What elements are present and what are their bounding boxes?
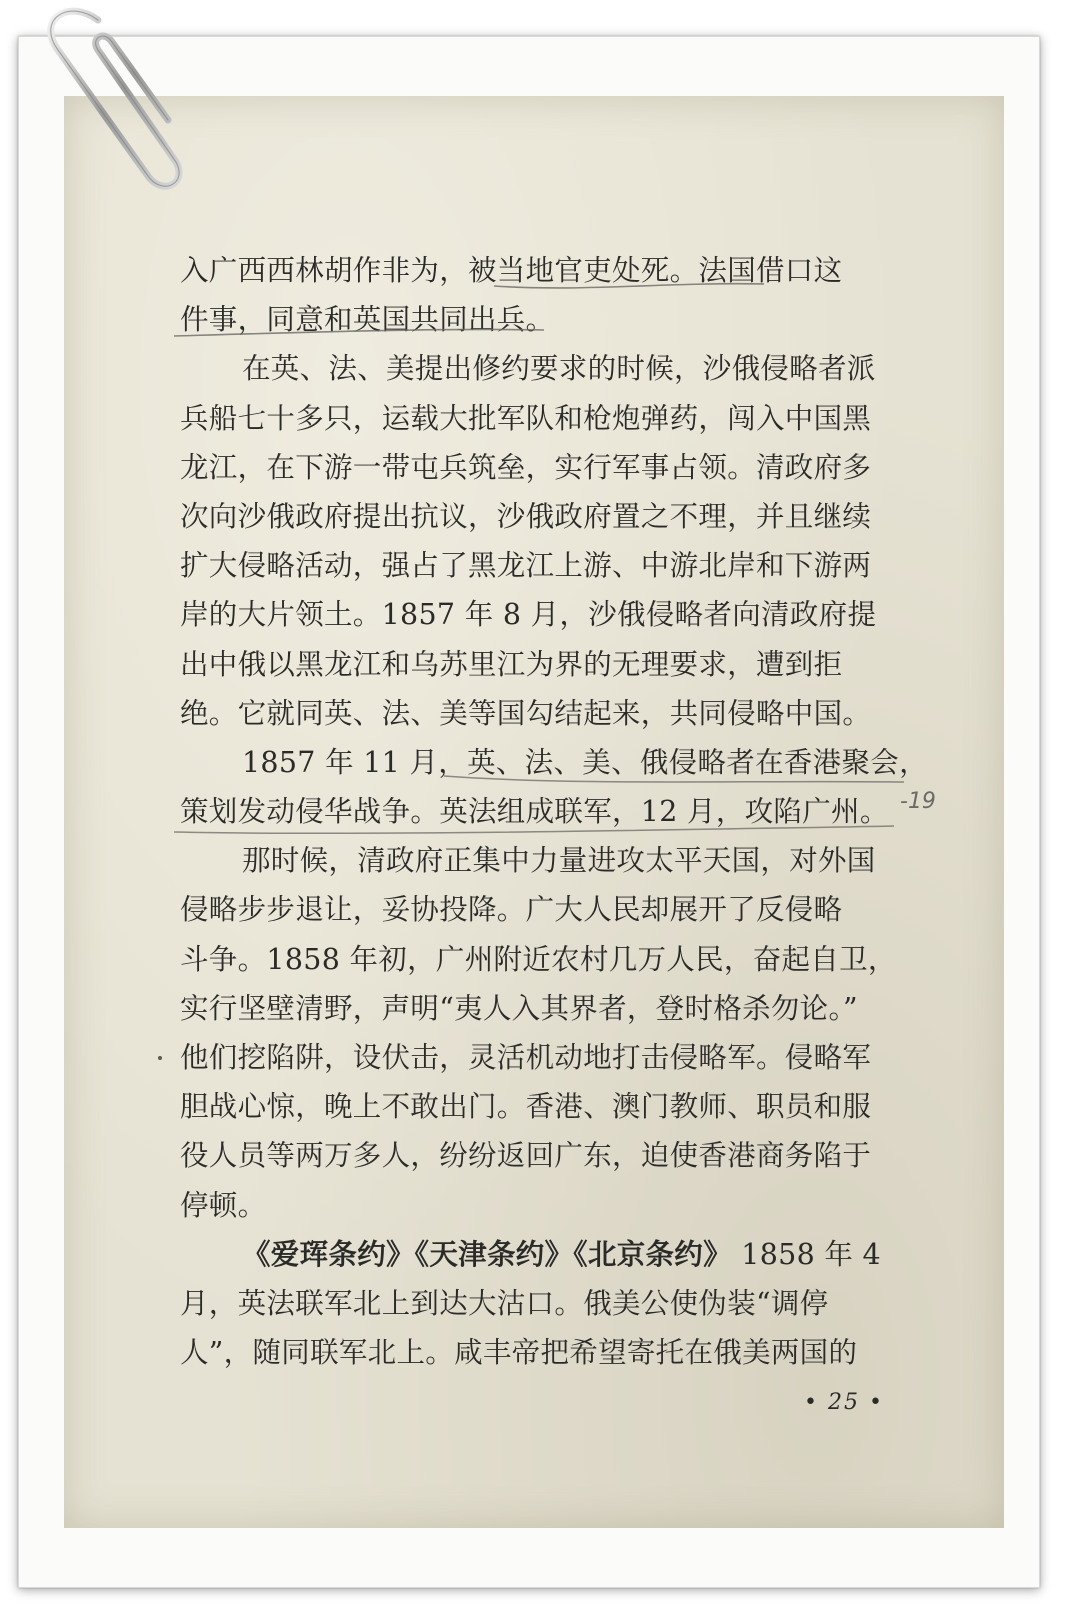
text-line: 件事，同意和英国共同出兵。 bbox=[180, 303, 555, 337]
text-line: 次向沙俄政府提出抗议，沙俄政府置之不理，并且继续 bbox=[180, 499, 872, 533]
text-line: 1857 年 11 月，英、法、美、俄侵略者在香港聚会， bbox=[242, 745, 928, 779]
pencil-dot bbox=[158, 1056, 162, 1060]
section-heading: 《爱珲条约》《天津条约》《北京条约》 bbox=[242, 1236, 732, 1271]
text-line: 岸的大片领土。1857 年 8 月，沙俄侵略者向清政府提 bbox=[180, 598, 877, 632]
text-line: 胆战心惊，晚上不敢出门。香港、澳门教师、职员和服 bbox=[180, 1090, 872, 1124]
text-line: 入广西西林胡作非为，被当地官吏处死。法国借口这 bbox=[180, 254, 843, 287]
text-line: 停顿。 bbox=[180, 1188, 267, 1222]
text-line: 兵船七十多只，运载大批军队和枪炮弹药，闯入中国黑 bbox=[180, 401, 872, 435]
text-line: 役人员等两万多人，纷纷返回广东，迫使香港商务陷于 bbox=[180, 1139, 872, 1173]
text-line: 侵略步步退让，妥协投降。广大人民却展开了反侵略 bbox=[180, 893, 843, 927]
text-line: 在英、法、美提出修约要求的时候，沙俄侵略者派 bbox=[242, 352, 876, 386]
text-line: 斗争。1858 年初，广州附近农村几万人民，奋起自卫， bbox=[180, 942, 897, 976]
text-line-rest: 1858 年 4 bbox=[731, 1237, 881, 1271]
section-heading-line bbox=[180, 1230, 910, 1279]
text-line: 龙江，在下游一带屯兵筑垒，实行军事占领。清政府多 bbox=[180, 450, 872, 484]
margin-note: -19 bbox=[900, 789, 936, 814]
text-line: 月，英法联军北上到达大沽口。俄美公使伪装“调停 bbox=[180, 1286, 829, 1320]
page-number: • 25 • bbox=[804, 1390, 884, 1415]
text-line: 他们挖陷阱，设伏击，灵活机动地打击侵略军。侵略军 bbox=[180, 1041, 872, 1074]
text-line: 绝。它就同英、法、美等国勾结起来，共同侵略中国。 bbox=[180, 696, 872, 730]
text-line: 出中俄以黑龙江和乌苏里江为界的无理要求，遭到拒 bbox=[180, 647, 843, 681]
text-line: 人”，随同联军北上。咸丰帝把希望寄托在俄美两国的 bbox=[180, 1336, 858, 1370]
text-line: 那时候，清政府正集中力量进攻太平天国，对外国 bbox=[242, 844, 876, 878]
text-line: 实行坚壁清野，声明“夷人入其界者，登时格杀勿论。” bbox=[180, 991, 858, 1025]
paperclip-icon bbox=[28, 0, 188, 200]
text-line: 扩大侵略活动，强占了黑龙江上游、中游北岸和下游两 bbox=[180, 549, 872, 583]
book-page bbox=[64, 96, 1004, 1528]
text-line: 策划发动侵华战争。英法组成联军，12 月，攻陷广州。 bbox=[180, 795, 889, 829]
